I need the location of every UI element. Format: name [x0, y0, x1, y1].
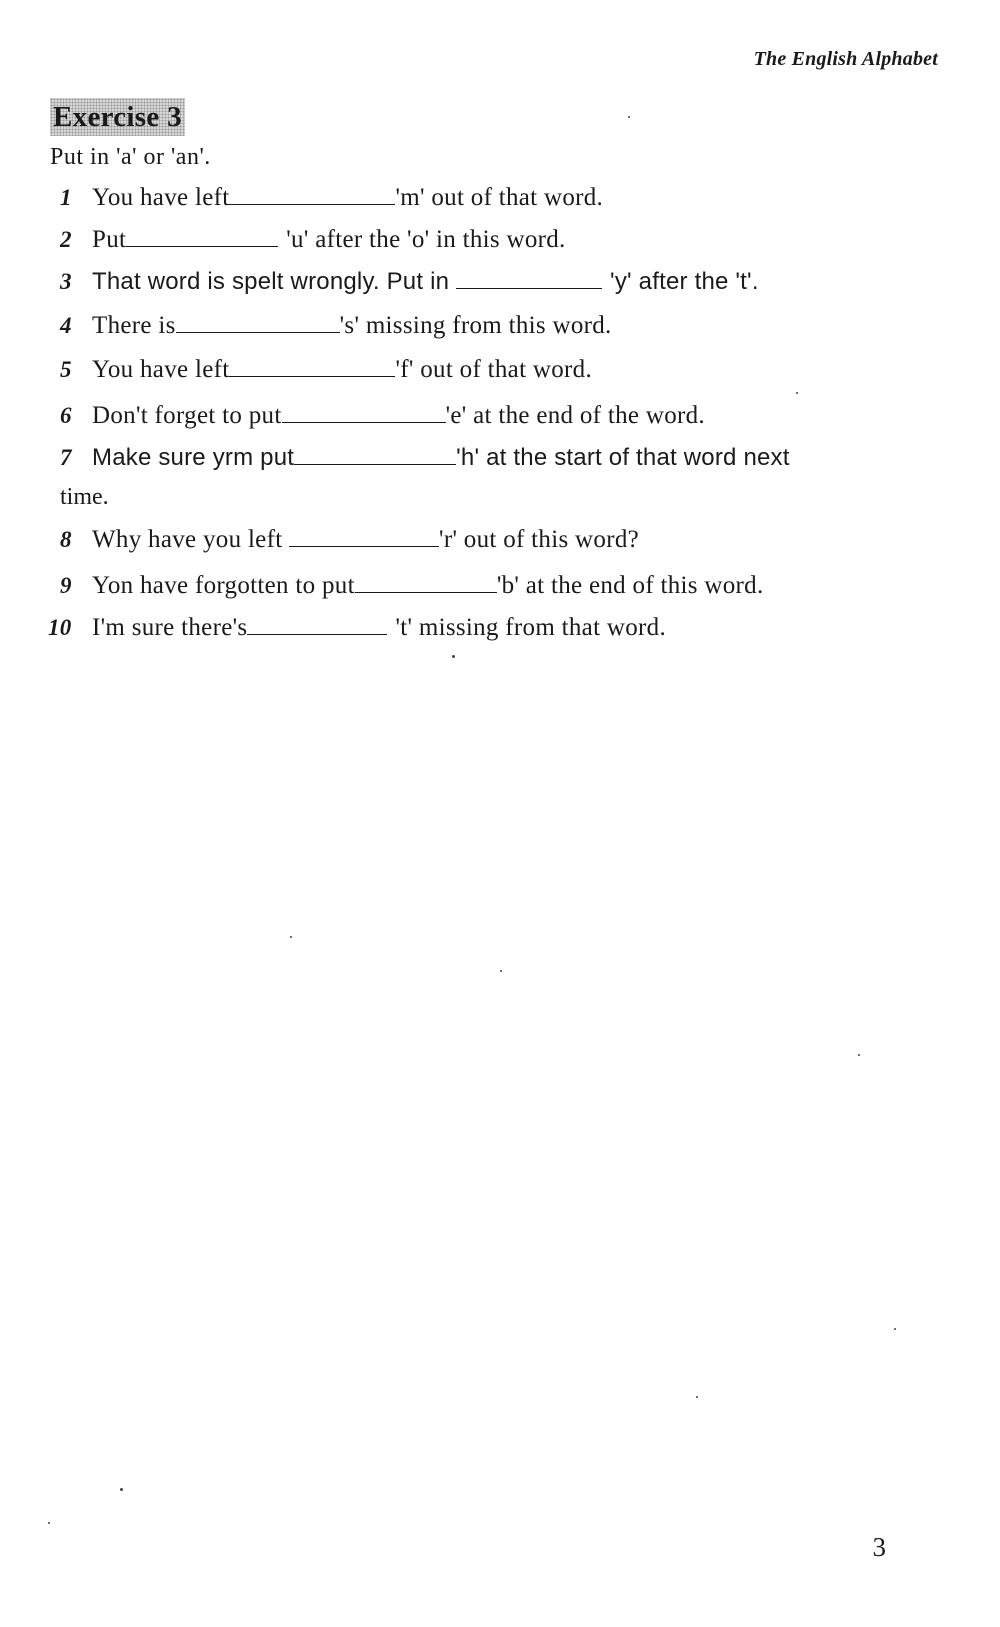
item-text-after: 's' missing from this word. [339, 312, 612, 339]
answer-blank[interactable] [355, 572, 497, 593]
exercise-item-3 [60, 268, 759, 296]
item-number: 7 [60, 445, 72, 470]
item-text-after: 'h' at the start of that word next [456, 444, 790, 471]
answer-blank[interactable] [456, 268, 602, 289]
answer-blank[interactable] [126, 226, 278, 247]
item-text-before: There is [92, 312, 176, 339]
scan-speck [628, 116, 630, 118]
exercise-item-8 [60, 526, 639, 554]
item-text-after: 'y' after the 't'. [610, 268, 759, 295]
item-number: 5 [60, 357, 72, 382]
scan-speck [858, 1054, 860, 1056]
item-text-before: Yon have forgotten to put [92, 572, 355, 599]
answer-blank[interactable] [229, 356, 395, 377]
answer-blank[interactable] [294, 444, 456, 465]
scan-speck [894, 1328, 896, 1330]
scan-speck [796, 392, 798, 394]
exercise-item-1 [60, 184, 603, 212]
scan-speck [48, 1522, 50, 1524]
exercise-item-10 [48, 614, 666, 642]
item-text-before: That word is spelt wrongly. Put in [92, 268, 457, 295]
scan-speck [696, 1396, 698, 1398]
scan-speck [290, 936, 292, 938]
item-text-before: Don't forget to put [92, 402, 282, 429]
item-text-after: 'r' out of this word? [439, 526, 640, 553]
answer-blank[interactable] [176, 312, 340, 333]
exercise-item-7-continuation: time. [60, 484, 109, 510]
item-text-after: 'e' at the end of the word. [445, 402, 705, 429]
item-text-after: 't' missing from that word. [395, 614, 667, 641]
item-number: 4 [60, 313, 72, 338]
exercise-item-6 [60, 402, 705, 430]
answer-blank[interactable] [229, 184, 395, 205]
exercise-item-7 [60, 444, 790, 472]
scan-speck [500, 970, 502, 972]
exercise-title: Exercise 3 [50, 98, 185, 136]
item-text-before: Make sure yrm put [92, 444, 295, 471]
answer-blank[interactable] [247, 614, 387, 635]
exercise-item-4 [60, 312, 612, 340]
item-text-after: 'b' at the end of this word. [496, 572, 764, 599]
item-text-before: You have left [92, 184, 230, 211]
scan-speck [120, 1488, 123, 1491]
item-number: 9 [60, 573, 72, 598]
item-number: 6 [60, 403, 72, 428]
item-text-after: 'm' out of that word. [395, 184, 604, 211]
item-text-before: Why have you left [92, 526, 290, 553]
exercise-item-5 [60, 356, 592, 384]
page-number: 3 [872, 1532, 886, 1562]
answer-blank[interactable] [289, 526, 439, 547]
item-number: 3 [60, 269, 72, 294]
exercise-item-2 [60, 226, 566, 254]
item-text-before: You have left [92, 356, 230, 383]
item-number: 8 [60, 527, 72, 552]
item-text-before: I'm sure there's [92, 614, 248, 641]
exercise-instruction: Put in 'a' or 'an'. [50, 144, 211, 170]
item-number: 1 [60, 185, 72, 210]
answer-blank[interactable] [282, 402, 446, 423]
running-header: The English Alphabet [753, 48, 938, 70]
item-text-after: 'f' out of that word. [395, 356, 592, 383]
item-text-before: Put [92, 226, 127, 253]
scan-speck [452, 655, 455, 658]
item-number: 2 [60, 227, 72, 252]
item-number: 10 [48, 615, 72, 640]
exercise-item-9 [60, 572, 764, 600]
item-text-after: 'u' after the 'o' in this word. [286, 226, 566, 253]
